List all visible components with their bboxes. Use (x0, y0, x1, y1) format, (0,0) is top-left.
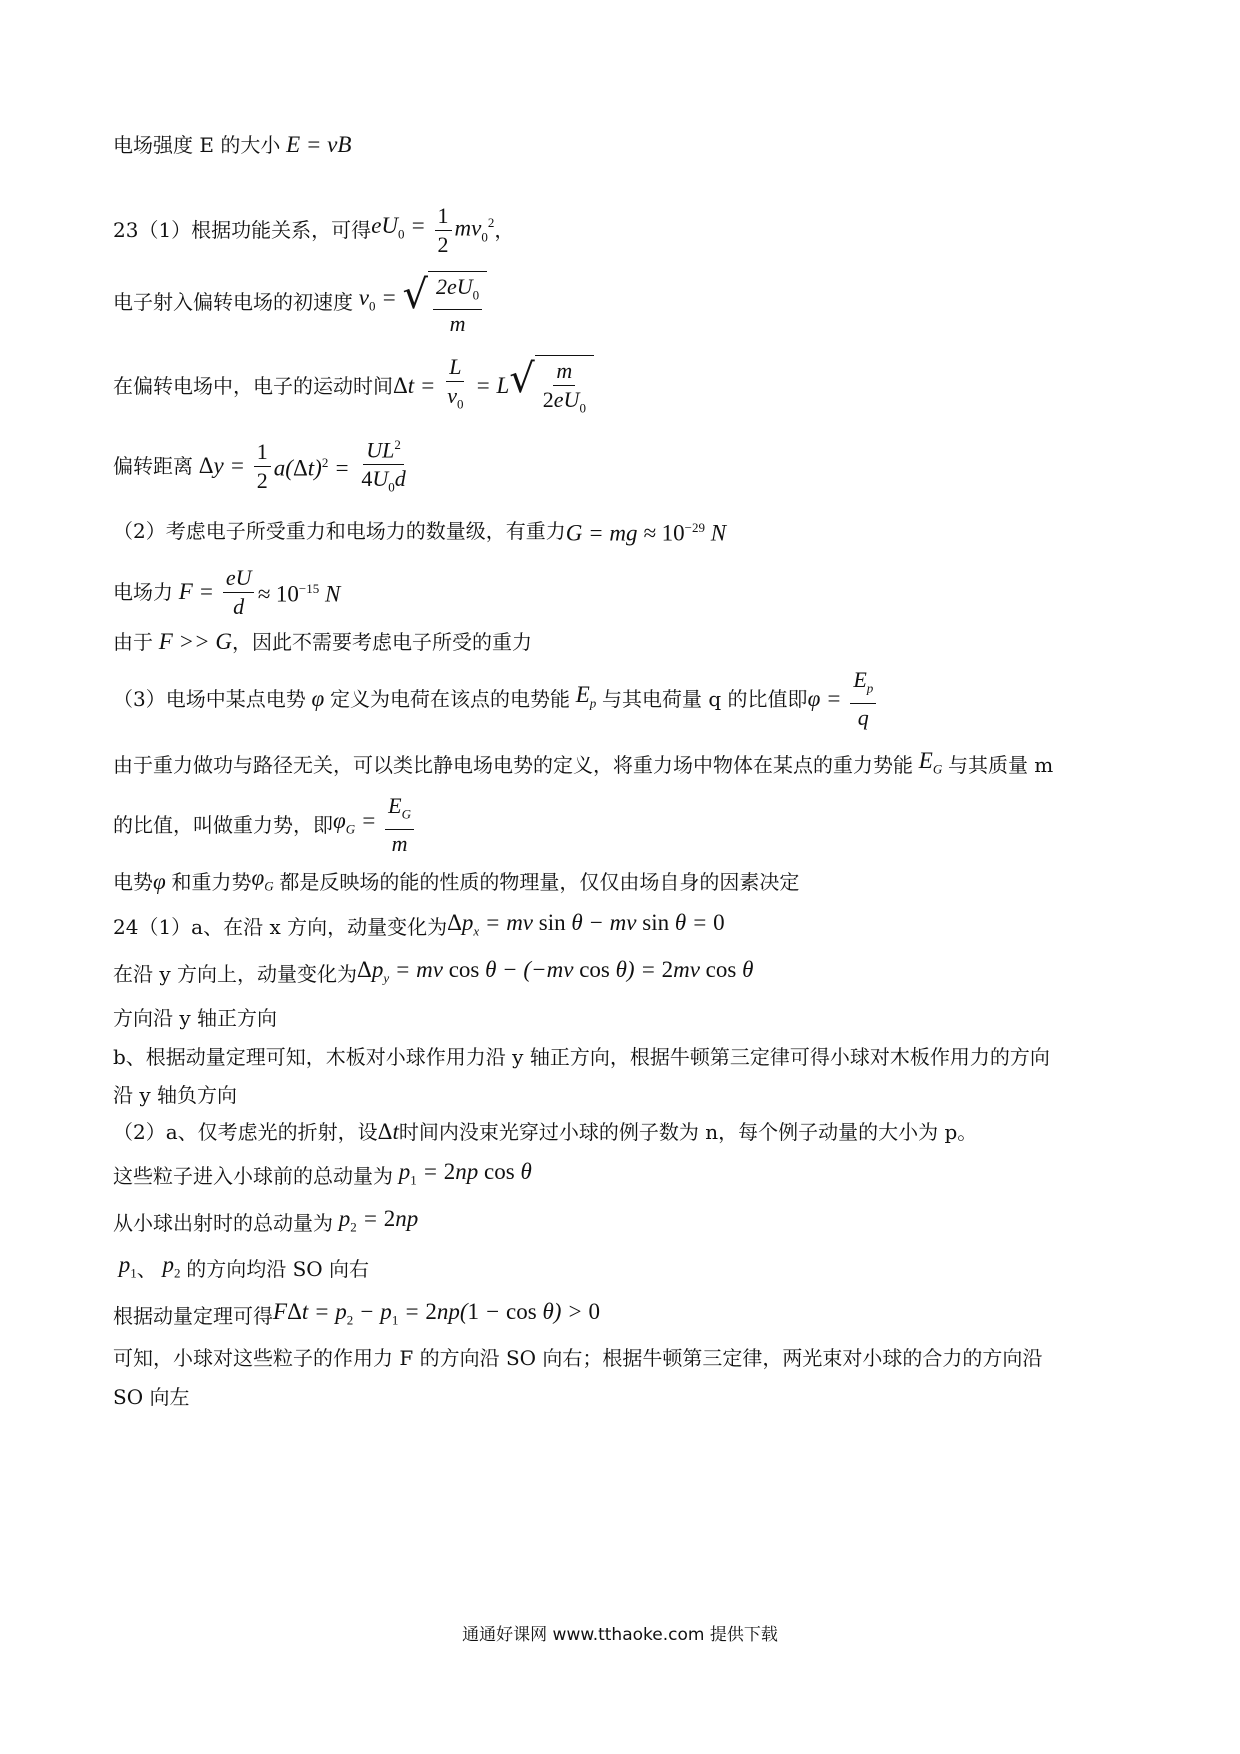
line-24-1b: b、根据动量定理可知，木板对小球作用力沿 y 轴正方向，根据牛顿第三定律可得小球对木板作用力的方向 (113, 1045, 1050, 1069)
equation: Δy = (198, 453, 251, 478)
line-deflection: 偏转距离 Δy = $\frac{1}{2}$ $a(\Delta t)^2$ = $\frac{UL^2}{4U_0d}$ (113, 436, 1133, 496)
line-motion-time: 在偏转电场中，电子的运动时间 Δt = $\frac{L}{v_0}$ = L √ $\frac{m}{2eU_0}$ (113, 354, 1133, 418)
equation: E = vB (280, 132, 352, 157)
line-23-1: 23（1）根据功能关系，可得 $eU_0$ = $\frac{1}{2}$ $mv_0^2$ ， (113, 202, 515, 257)
line-field-strength: 电场强度 E 的大小 E = vB (113, 132, 352, 157)
equation: $F\Delta t = p_2 - p_1 = 2np(1 - \cos \theta) > 0$ (273, 1299, 600, 1328)
line-potential-summary: 电势 φ 和重力势 $\varphi_G$ 都是反映场的能的性质的物理量，仅仅由场自身的因素决定 (113, 865, 800, 895)
equation: φ = (807, 686, 848, 711)
line-electric-force: 电场力 F = $\frac{eU}{d}$ ≈ $10^{-15}$ N (113, 564, 341, 619)
line-conclusion: 可知，小球对这些粒子的作用力 F 的方向沿 SO 向右；根据牛顿第三定律，两光束对小球的合力的方向沿 (113, 1346, 1043, 1370)
equation: F = (173, 579, 220, 604)
line-impulse: 根据动量定理可得 $F\Delta t = p_2 - p_1 = 2np(1 - \cos \theta) > 0$ (113, 1300, 1133, 1333)
equation: $eU_0$ = (371, 212, 432, 242)
equation: $p_1 = 2np$ cos θ (393, 1159, 532, 1188)
line-conclusion-cont: SO 向左 (113, 1385, 190, 1409)
line-p2: 从小球出射时的总动量为 $p_2 = 2np$ (113, 1207, 1133, 1240)
line-p-direction: $p_1$ 、 $p_2$ 的方向均沿 SO 向右 (113, 1252, 370, 1282)
line-24-1a-y: 在沿 y 方向上，动量变化为 $\Delta p_y$ = mv cos θ − (−mv cos θ) = 2mv cos θ (113, 958, 1133, 991)
line-p1: 这些粒子进入小球前的总动量为 $p_1 = 2np$ cos θ (113, 1160, 1133, 1193)
line-24-2a: （2）a、仅考虑光的折射，设 Δt 时间内没束光穿过小球的例子数为 n，每个例子动量的大小为 p。 (113, 1119, 978, 1144)
line-direction-y: 方向沿 y 轴正方向 (113, 1006, 278, 1030)
equation: $v_0$ = (353, 284, 403, 314)
line-24-1a: 24（1）a、在沿 x 方向，动量变化为 $\Delta p_x$ = mv sin θ − mv sin θ = 0 (113, 911, 1133, 944)
page-footer: 通通好课网 www.tthaoke.com 提供下载 (462, 1625, 778, 1645)
line-initial-velocity: 电子射入偏转电场的初速度 $v_0$ = √ $\frac{2eU_0}{m}$ (113, 272, 1133, 332)
line-compare-forces: 由于 F >> G ，因此不需要考虑电子所受的重力 (113, 629, 532, 654)
sqrt: √ $\frac{m}{2eU_0}$ (509, 351, 594, 421)
equation: Δt = (393, 373, 442, 398)
equation: G = mg ≈ $10^{-29}$ N (565, 520, 727, 546)
line-23-3: （3）电场中某点电势 φ 定义为电荷在该点的电势能 $E_p$ 与其电荷量 q 的比值即 φ = $\frac{E_p}{q}$ (113, 668, 1133, 730)
equation: $\varphi_G$ = (333, 807, 383, 837)
line-23-2: （2）考虑电子所受重力和电场力的数量级，有重力 G = mg ≈ $10^{-29}$ N (113, 516, 1133, 546)
fraction: $\frac{1}{2}$ (435, 203, 452, 258)
equation: F >> G (153, 629, 232, 654)
line-24-1b-cont: 沿 y 轴负方向 (113, 1083, 238, 1107)
equation: $p_2 = 2np$ (333, 1206, 419, 1235)
line-gravity-analogy: 由于重力做功与路径无关，可以类比静电场电势的定义，将重力场中物体在某点的重力势能 $E_G$ 与其质量 m (113, 748, 1054, 778)
equation: $\Delta p_x$ = mv sin θ − mv sin θ = 0 (447, 910, 725, 939)
equation: $\Delta p_y$ = mv cos θ − (−mv cos θ) = 2mv cos θ (357, 957, 754, 986)
line-gravity-potential: 的比值，叫做重力势，即 $\varphi_G$ = $\frac{E_G}{m}$ (113, 796, 1133, 854)
sqrt: √ $\frac{2eU_0}{m}$ (403, 267, 488, 337)
